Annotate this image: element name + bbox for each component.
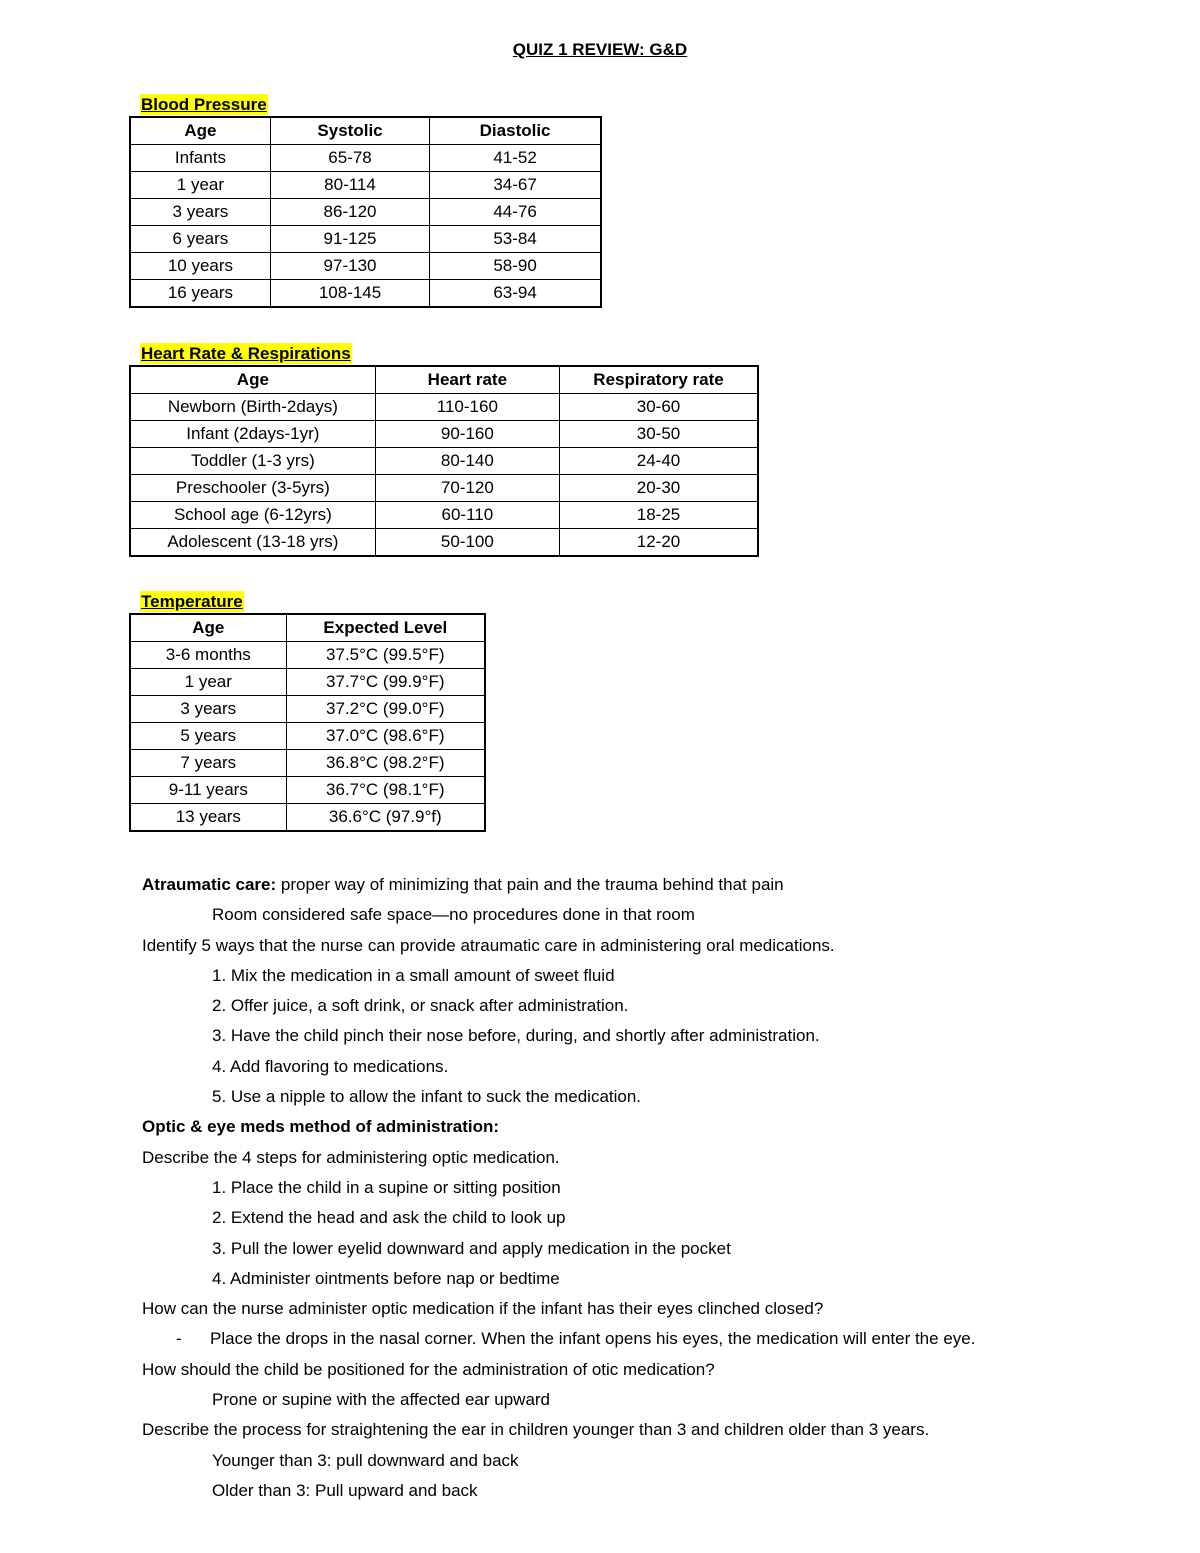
table-row [130, 199, 601, 226]
table-cell: 5 years [130, 723, 286, 750]
table-cell: 110-160 [375, 394, 559, 421]
table-cell: 70-120 [375, 475, 559, 502]
otic-question: How should the child be positioned for the administration of otic medication? [142, 1359, 715, 1379]
list-item-text: Offer juice, a soft drink, or snack after administration. [230, 996, 629, 1016]
table-cell: 34-67 [430, 172, 601, 199]
older-label: Older than 3: [212, 1480, 311, 1500]
table-row [130, 777, 485, 804]
table-cell: 41-52 [430, 145, 601, 172]
table-cell: 1 year [130, 172, 270, 199]
table-row [130, 172, 601, 199]
dash-bullet: - [176, 1329, 182, 1349]
table-row [130, 804, 485, 832]
identify-question: Identify 5 ways that the nurse can provide atraumatic care in administering oral medications. [142, 935, 835, 955]
table-cell: 37.7°C (99.9°F) [286, 669, 485, 696]
table-cell: 30-60 [560, 394, 759, 421]
atraumatic-care-definition: proper way of minimizing that pain and the trauma behind that pain [276, 875, 784, 894]
heart-rate-heading: Heart Rate & Respirations [141, 344, 351, 363]
list-item-text: Mix the medication in a small amount of sweet fluid [230, 965, 615, 985]
column-header: Age [130, 366, 375, 394]
table-cell: 108-145 [270, 280, 429, 308]
table-cell: 10 years [130, 253, 270, 280]
table-cell: 18-25 [560, 502, 759, 529]
table-cell: 20-30 [560, 475, 759, 502]
table-cell: 80-114 [270, 172, 429, 199]
list-item-text: Administer ointments before nap or bedtime [229, 1268, 560, 1288]
list-item-text: Add flavoring to medications. [229, 1056, 449, 1076]
column-header: Respiratory rate [560, 366, 759, 394]
table-cell: 24-40 [560, 448, 759, 475]
page-title: QUIZ 1 REVIEW: G&D [512, 40, 688, 59]
table-row [130, 502, 758, 529]
table-cell: 37.2°C (99.0°F) [286, 696, 485, 723]
table-row [130, 529, 758, 557]
list-item-text: Place the child in a supine or sitting position [230, 1177, 561, 1197]
table-cell: 50-100 [375, 529, 559, 557]
list-item: 5. Use a nipple to allow the infant to suck the medication. [212, 1087, 642, 1107]
column-header: Expected Level [286, 614, 485, 642]
table-cell: Newborn (Birth-2days) [130, 394, 375, 421]
list-item: 1. Place the child in a supine or sitting position [212, 1177, 561, 1197]
older-answer [142, 1476, 1142, 1506]
table-cell: 90-160 [375, 421, 559, 448]
blood-pressure-table [129, 116, 602, 308]
table-row [130, 253, 601, 280]
room-note: Room considered safe space—no procedures done in that room [212, 905, 695, 925]
list-item: 4. Administer ointments before nap or bedtime [212, 1268, 560, 1288]
table-row [130, 448, 758, 475]
blood-pressure-heading: Blood Pressure [141, 95, 267, 114]
table-cell: School age (6-12yrs) [130, 502, 375, 529]
list-item-text: Have the child pinch their nose before, during, and shortly after administration. [230, 1026, 820, 1046]
table-cell: 30-50 [560, 421, 759, 448]
clinched-question: How can the nurse administer optic medication if the infant has their eyes clinched closed? [142, 1299, 824, 1319]
younger-text: pull downward and back [331, 1450, 519, 1470]
table-cell: 53-84 [430, 226, 601, 253]
list-item-text: Use a nipple to allow the infant to suck the medication. [230, 1087, 642, 1107]
table-cell: 3 years [130, 696, 286, 723]
table-row [130, 421, 758, 448]
atraumatic-care-label: Atraumatic care: [142, 875, 277, 894]
column-header: Diastolic [430, 117, 601, 145]
column-header: Heart rate [375, 366, 559, 394]
table-cell: 58-90 [430, 253, 601, 280]
table-cell: 3 years [130, 199, 270, 226]
table-cell: 16 years [130, 280, 270, 308]
describe-question: Describe the 4 steps for administering optic medication. [142, 1147, 560, 1167]
clinched-answer-text: Place the drops in the nasal corner. When the infant opens his eyes, the medication will enter the eye. [210, 1329, 976, 1349]
table-cell: 63-94 [430, 280, 601, 308]
list-item: 2. Extend the head and ask the child to look up [212, 1208, 566, 1228]
table-cell: 65-78 [270, 145, 429, 172]
table-cell: 13 years [130, 804, 286, 832]
table-row [130, 145, 601, 172]
table-cell: 9-11 years [130, 777, 286, 804]
table-cell: Preschooler (3-5yrs) [130, 475, 375, 502]
column-header: Age [130, 614, 286, 642]
younger-answer [142, 1446, 1142, 1476]
notes-section [142, 870, 1142, 1506]
table-cell: 36.7°C (98.1°F) [286, 777, 485, 804]
table-cell: Infants [130, 145, 270, 172]
table-cell: Infant (2days-1yr) [130, 421, 375, 448]
otic-answer: Prone or supine with the affected ear upward [212, 1390, 551, 1410]
table-cell: 60-110 [375, 502, 559, 529]
table-cell: 44-76 [430, 199, 601, 226]
table-cell: 36.6°C (97.9°f) [286, 804, 485, 832]
temperature-table [129, 613, 486, 832]
list-item-text: Pull the lower eyelid downward and apply medication in the pocket [230, 1238, 731, 1258]
table-row [130, 226, 601, 253]
table-row [130, 280, 601, 308]
younger-label: Younger than 3: [212, 1450, 332, 1470]
list-item: 2. Offer juice, a soft drink, or snack after administration. [212, 996, 629, 1016]
list-item: 3. Pull the lower eyelid downward and apply medication in the pocket [212, 1238, 731, 1258]
list-item-text: Extend the head and ask the child to look up [230, 1208, 566, 1228]
table-cell: Toddler (1-3 yrs) [130, 448, 375, 475]
table-cell: 1 year [130, 669, 286, 696]
heart-rate-table [129, 365, 759, 557]
column-header: Age [130, 117, 270, 145]
table-row [130, 642, 485, 669]
ear-question: Describe the process for straightening the ear in children younger than 3 and children older than 3 years. [142, 1420, 930, 1440]
table-cell: 37.5°C (99.5°F) [286, 642, 485, 669]
table-cell: 3-6 months [130, 642, 286, 669]
optic-heading-text: Optic & eye meds method of administration: [142, 1117, 500, 1137]
table-row [130, 696, 485, 723]
table-header-row [130, 117, 601, 145]
table-cell: 91-125 [270, 226, 429, 253]
table-row [130, 750, 485, 777]
column-header: Systolic [270, 117, 429, 145]
atraumatic-care-line [142, 870, 1142, 900]
clinched-answer [142, 1324, 1142, 1354]
table-cell: 97-130 [270, 253, 429, 280]
temperature-heading: Temperature [141, 592, 243, 611]
table-header-row [130, 614, 485, 642]
table-header-row [130, 366, 758, 394]
table-row [130, 394, 758, 421]
table-row [130, 723, 485, 750]
table-cell: 80-140 [375, 448, 559, 475]
optic-heading [142, 1112, 1142, 1142]
list-item: 4. Add flavoring to medications. [212, 1056, 449, 1076]
table-row [130, 669, 485, 696]
older-text: Pull upward and back [310, 1480, 478, 1500]
table-cell: Adolescent (13-18 yrs) [130, 529, 375, 557]
table-cell: 86-120 [270, 199, 429, 226]
table-cell: 37.0°C (98.6°F) [286, 723, 485, 750]
table-row [130, 475, 758, 502]
table-cell: 12-20 [560, 529, 759, 557]
table-cell: 6 years [130, 226, 270, 253]
list-item: 1. Mix the medication in a small amount of sweet fluid [212, 965, 615, 985]
table-cell: 7 years [130, 750, 286, 777]
list-item: 3. Have the child pinch their nose before, during, and shortly after administration. [212, 1026, 820, 1046]
table-cell: 36.8°C (98.2°F) [286, 750, 485, 777]
